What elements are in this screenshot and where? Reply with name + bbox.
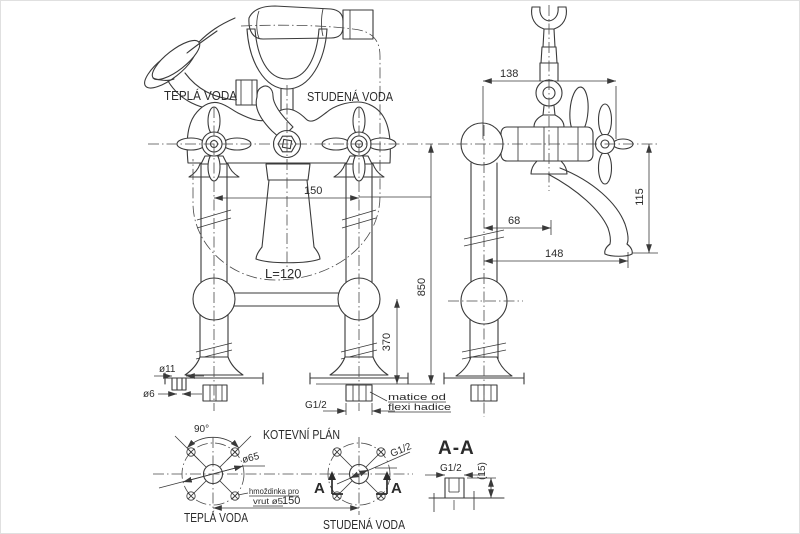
front-view <box>139 6 408 401</box>
side-view <box>444 7 633 401</box>
centerlines <box>148 5 659 515</box>
spout-length-label: L=120 <box>265 266 302 281</box>
cold-water-label-front: STUDENÁ VODA <box>307 89 394 104</box>
section-aa-view <box>425 475 504 512</box>
nut-note-line2: flexi hadice <box>388 402 451 413</box>
dim-side-width: 138 <box>500 68 519 80</box>
section-marker-left: A <box>314 480 325 497</box>
dim-thread-front: G1/2 <box>305 400 327 411</box>
faucet-drawing <box>1 1 800 534</box>
anchor-plan-title: KOTEVNÍ PLÁN <box>263 427 340 442</box>
dim-total-height: 850 <box>416 277 428 297</box>
dowel-note-line1: hmoždinka pro <box>249 486 300 496</box>
dowel-note-line2: vrut ø5 <box>253 496 284 506</box>
dim-thread-section: G1/2 <box>440 463 462 474</box>
dim-section-depth: (15) <box>477 462 488 480</box>
hand-shower-head <box>139 18 235 95</box>
dim-flange-hole: ø11 <box>159 364 176 375</box>
dim-spout-height: 115 <box>634 188 646 206</box>
nut-note-line1: matice od <box>388 392 446 403</box>
dim-axis-offset: 68 <box>508 215 521 227</box>
hose-elbow-block <box>236 80 257 105</box>
dim-bolt-circle: ø65 <box>241 451 261 466</box>
dim-spout-reach: 148 <box>545 248 564 260</box>
section-title: A-A <box>438 438 475 459</box>
hot-water-label-plan: TEPLÁ VODA <box>184 510 249 525</box>
hot-water-label-front: TEPLÁ VODA <box>164 88 238 103</box>
section-marker-right: A <box>391 480 402 497</box>
dim-lower-height: 370 <box>381 332 393 352</box>
spout <box>548 168 632 256</box>
dim-bolt-angle: 90° <box>194 424 210 435</box>
cold-water-label-plan: STUDENÁ VODA <box>323 517 406 532</box>
dim-screw: ø6 <box>143 389 155 400</box>
dim-thread-plan: G1/2 <box>388 441 414 460</box>
dim-handle-spacing: 150 <box>304 185 323 197</box>
hose-connector-block <box>343 10 373 39</box>
dim-plan-spacing: 150 <box>282 495 301 507</box>
